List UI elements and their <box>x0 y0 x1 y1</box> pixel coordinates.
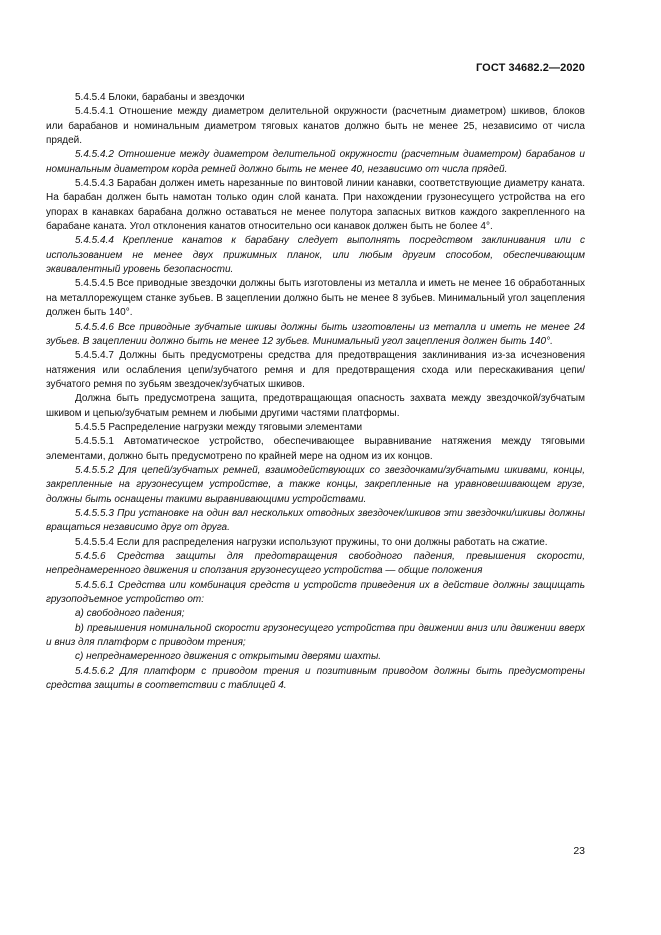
paragraph: 5.4.5.5.3 При установке на один вал нескольких отводных звездочек/шкивов эти звездочки/шкивы должны вращаться независимо друг от друга. <box>46 507 585 534</box>
paragraph: 5.4.5.4.5 Все приводные звездочки должны быть изготовлены из металла и иметь не менее 16 обработанных на металлорежущем станке зубьев. В зацеплении должно быть не менее 8 зубьев. Минимальный угол зацепления должен быть 140°. <box>46 278 586 319</box>
paragraph: 5.4.5.4.7 Должны быть предусмотрены средства для предотвращения заклинивания из-за исчезновения натяжения или ослабления цепи/зубчатого ремня и для предотвращения схода или перескакивания цепи/зубчатого ремня по зубьям звездочек/зубчатых шкивов. <box>46 350 585 390</box>
list-item: c) непреднамеренного движения с открытыми дверями шахты. <box>75 651 382 663</box>
paragraph: 5.4.5.5.4 Если для распределения нагрузки используют пружины, то они должны работать на сжатие. <box>75 536 548 548</box>
paragraph: 5.4.5.4.1 Отношение между диаметром делительной окружности (расчетным диаметром) шкивов, блоков или барабанов и номинальным диаметром тяговых канатов должно быть не менее 25, независимо от числа прядей. <box>46 106 585 147</box>
paragraph: 5.4.5.4.6 Все приводные зубчатые шкивы должны быть изготовлены из металла и иметь не менее 24 зубьев. В зацеплении должно быть не менее 12 зубьев. Минимальный угол зацепления должен быть 140°. <box>46 321 585 347</box>
paragraph: 5.4.5.5 Распределение нагрузки между тяговыми элементами <box>75 421 363 433</box>
paragraph: 5.4.5.4 Блоки, барабаны и звездочки <box>75 92 245 103</box>
list-item: b) превышения номинальной скорости грузонесущего устройства при движении вниз или движении вверх и вниз для платформ с приводом трения; <box>46 622 585 649</box>
paragraph: 5.4.5.4.3 Барабан должен иметь нарезанные по винтовой линии канавки, соответствующие диаметру каната. На барабан должен быть намотан только один слой каната. При нахождении грузонесущего устройства на его упорах в канавках барабана должно оставаться не менее полутора запасных витков каждого закрепленного на барабане каната. Угол отклонения канатов относительно оси канавок должен быть не более 4°. <box>46 178 585 233</box>
paragraph: 5.4.5.6.2 Для платформ с приводом трения и позитивным приводом должны быть предусмотрены средства защиты в соответствии с таблицей 4. <box>46 665 585 692</box>
paragraph: 5.4.5.6 Средства защиты для предотвращения свободного падения, превышения скорости, непреднамеренного движения и сползания грузонесущего устройства — общие положения <box>46 551 585 577</box>
paragraph: 5.4.5.4.2 Отношение между диаметром делительной окружности (расчетным диаметром) барабанов и номинальным диаметром корда ремней должно быть не менее 40, независимо от числа прядей. <box>46 149 585 175</box>
list-item: a) свободного падения; <box>75 608 185 620</box>
paragraph: 5.4.5.6.1 Средства или комбинация средств и устройств приведения их в действие должны защищать грузоподъемное устройство от: <box>46 579 585 606</box>
doc-code: ГОСТ 34682.2—2020 <box>475 62 585 74</box>
paragraph: 5.4.5.5.1 Автоматическое устройство, обеспечивающее выравнивание натяжения между тяговыми элементами, должно быть предусмотрено по крайней мере на одном из их концов. <box>46 436 585 462</box>
document-body <box>46 91 585 693</box>
paragraph: Должна быть предусмотрена защита, предотвращающая опасность захвата между звездочкой/зубчатым шкивом и цепью/зубчатым ремнем и любыми другими частями платформы. <box>46 393 585 419</box>
page-number: 23 <box>573 845 585 857</box>
paragraph: 5.4.5.4.4 Крепление канатов к барабану следует выполнять посредством заклинивания или с использованием не менее двух прижимных планок, или любым другим способом, обеспечивающим эквивалентный уровень безопасности. <box>46 235 585 276</box>
paragraph: 5.4.5.5.2 Для цепей/зубчатых ремней, взаимодействующих со звездочками/зубчатыми шкивами, концы, закрепленные на грузонесущем устройстве, а также концы, закрепленные на уравновешивающем грузе, должны быть оснащены такими выравнивающими устройствами. <box>46 464 585 505</box>
